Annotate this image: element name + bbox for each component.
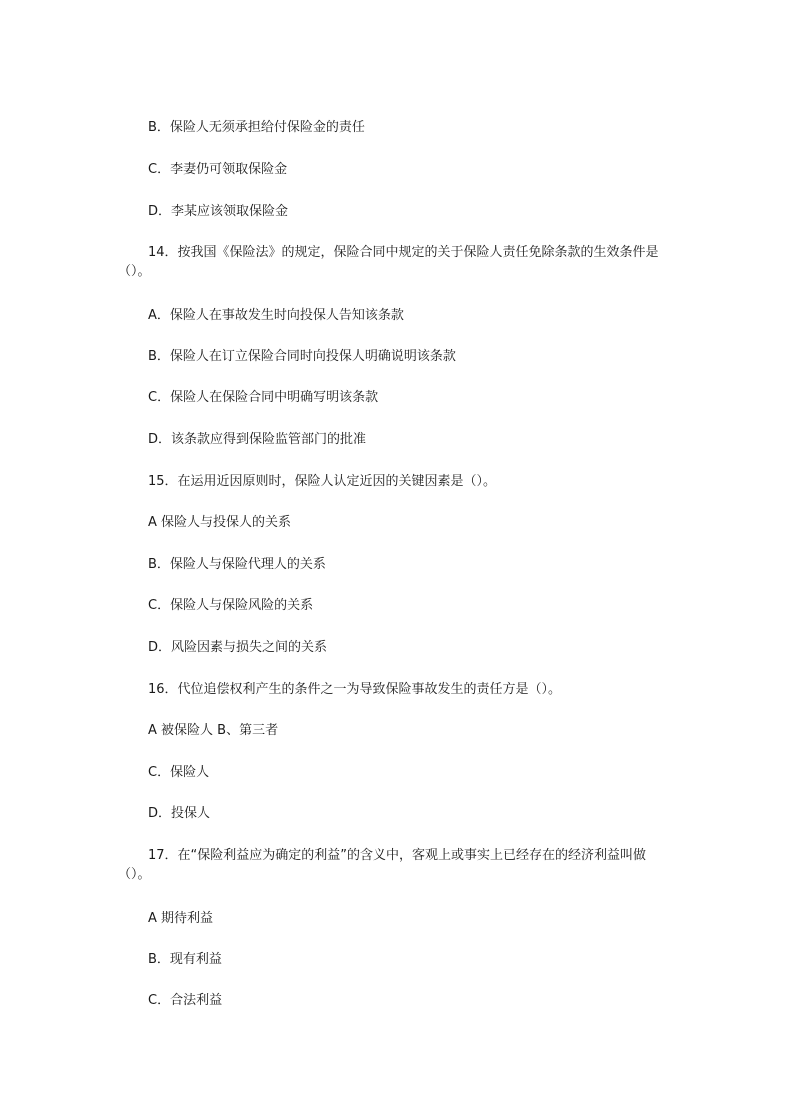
option-14-c: C．保险人在保险合同中明确写明该条款: [148, 390, 379, 405]
option-15-a: A 保险人与投保人的关系: [148, 515, 292, 530]
question-17-text: 17．在“保险利益应为确定的利益”的含义中，客观上或事实上已经存在的经济利益叫做（）。: [118, 848, 647, 882]
option-15-d: D．风险因素与损失之间的关系: [148, 640, 328, 655]
question-14: [118, 243, 678, 281]
question-17: [118, 846, 678, 884]
question-15-text: 15．在运用近因原则时，保险人认定近因的关键因素是（）。: [148, 474, 497, 489]
option-17-c: C．合法利益: [148, 993, 223, 1008]
option-16-d: D．投保人: [148, 806, 211, 821]
option-14-d: D．该条款应得到保险监管部门的批准: [148, 432, 367, 447]
question-16-text: 16．代位追偿权利产生的条件之一为导致保险事故发生的责任方是（）。: [148, 682, 562, 697]
option-13-c: C．李妻仍可领取保险金: [148, 162, 288, 177]
option-17-b: B．现有利益: [148, 952, 222, 967]
option-17-a: A 期待利益: [148, 911, 214, 926]
option-16-ab: A 被保险人 B、第三者: [148, 723, 279, 738]
option-13-d: D．李某应该领取保险金: [148, 204, 289, 219]
option-14-b: B．保险人在订立保险合同时向投保人明确说明该条款: [148, 349, 456, 364]
option-13-b: B．保险人无须承担给付保险金的责任: [148, 120, 365, 135]
option-15-c: C．保险人与保险风险的关系: [148, 598, 314, 613]
question-16: [118, 680, 678, 699]
question-15: [118, 472, 678, 491]
option-15-b: B．保险人与保险代理人的关系: [148, 557, 326, 572]
option-16-c: C．保险人: [148, 765, 210, 780]
option-14-a: A．保险人在事故发生时向投保人告知该条款: [148, 308, 404, 323]
question-14-text: 14．按我国《保险法》的规定，保险合同中规定的关于保险人责任免除条款的生效条件是（）。: [118, 245, 659, 279]
